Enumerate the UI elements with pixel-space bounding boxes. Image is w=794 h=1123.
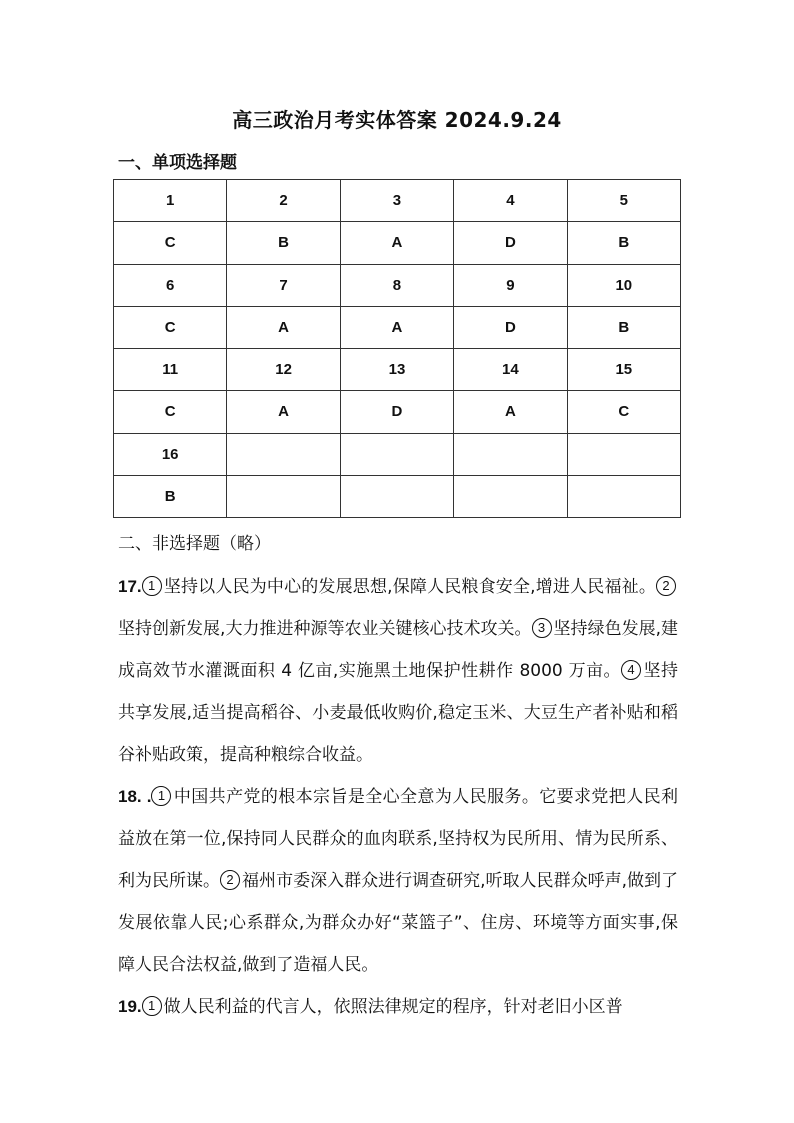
answer-key-cell: A — [340, 222, 453, 264]
answer-key-cell — [340, 475, 453, 517]
answer-key-row — [114, 475, 681, 517]
question-18-answer — [118, 776, 678, 986]
question-number-cell — [227, 433, 340, 475]
answer-point: 坚持以人民为中心的发展思想,保障人民粮食安全,增进人民福祉。 — [163, 577, 656, 597]
question-number-cell: 12 — [227, 349, 340, 391]
question-number-cell: 13 — [340, 349, 453, 391]
answer-key-cell: A — [227, 391, 340, 433]
answer-key-cell: B — [114, 475, 227, 517]
circled-number-marker: 2 — [220, 870, 240, 890]
answer-text-block — [118, 566, 678, 1028]
page-title: 高三政治月考实体答案 2024.9.24 — [232, 108, 562, 132]
question-number-cell: 10 — [567, 264, 680, 306]
answer-point: 坚持绿色发展,建成高效节水灌溉面积 4 亿亩,实施黑土地保护性耕作 8000 万亩。 — [118, 619, 678, 681]
section-heading-non-choice: 二、非选择题（略） — [118, 534, 271, 554]
circled-number-marker: 1 — [142, 996, 162, 1016]
question-number-cell: 8 — [340, 264, 453, 306]
answer-key-cell: C — [114, 222, 227, 264]
answer-key-row — [114, 222, 681, 264]
question-number-cell: 16 — [114, 433, 227, 475]
question-number-row — [114, 180, 681, 222]
answer-key-cell: D — [454, 222, 567, 264]
answer-key-cell: A — [340, 306, 453, 348]
question-number-row — [114, 433, 681, 475]
answer-key-cell: B — [227, 222, 340, 264]
question-number: 17. — [118, 577, 142, 596]
answer-key-cell — [227, 475, 340, 517]
question-number-cell: 9 — [454, 264, 567, 306]
answer-point: 中国共产党的根本宗旨是全心全意为人民服务。它要求党把人民利益放在第一位,保持同人民群众的血肉联系,坚持权为民所用、情为民所系、利为民所谋。 — [118, 787, 678, 891]
answer-point: 福州市委深入群众进行调查研究,听取人民群众呼声,做到了发展依靠人民;心系群众,为群众办好“菜篮子”、住房、环境等方面实事,保障人民合法权益,做到了造福人民。 — [118, 871, 679, 975]
question-number: 19. — [118, 997, 142, 1016]
answer-point: 坚持共享发展,适当提高稻谷、小麦最低收购价,稳定玉米、大豆生产者补贴和稻谷补贴政策，提高种粮综合收益。 — [118, 661, 678, 765]
answer-key-cell: B — [567, 222, 680, 264]
question-number-cell: 11 — [114, 349, 227, 391]
question-number: 18. . — [118, 787, 152, 806]
question-number-row — [114, 349, 681, 391]
answer-key-cell: C — [114, 391, 227, 433]
answer-point: 做人民利益的代言人，依照法律规定的程序，针对老旧小区普 — [163, 997, 623, 1017]
question-19-answer — [118, 986, 678, 1028]
answer-key-cell — [567, 475, 680, 517]
circled-number-marker: 4 — [621, 660, 641, 680]
answer-table — [113, 179, 681, 518]
section-heading-single-choice: 一、单项选择题 — [118, 153, 237, 173]
question-number-row — [114, 264, 681, 306]
question-number-cell: 4 — [454, 180, 567, 222]
question-number-cell: 14 — [454, 349, 567, 391]
circled-number-marker: 1 — [142, 576, 162, 596]
question-number-cell — [454, 433, 567, 475]
question-number-cell: 5 — [567, 180, 680, 222]
answer-point: 坚持创新发展,大力推进种源等农业关键核心技术攻关。 — [118, 619, 532, 639]
question-number-cell — [567, 433, 680, 475]
answer-key-cell: A — [227, 306, 340, 348]
question-number-cell: 7 — [227, 264, 340, 306]
circled-number-marker: 2 — [656, 576, 676, 596]
answer-key-cell: C — [567, 391, 680, 433]
answer-key-cell — [454, 475, 567, 517]
answer-key-cell: C — [114, 306, 227, 348]
answer-key-cell: B — [567, 306, 680, 348]
question-number-cell: 1 — [114, 180, 227, 222]
question-number-cell: 3 — [340, 180, 453, 222]
answer-key-cell: A — [454, 391, 567, 433]
answer-key-cell: D — [454, 306, 567, 348]
answer-key-cell: D — [340, 391, 453, 433]
circled-number-marker: 1 — [151, 786, 171, 806]
answer-key-row — [114, 391, 681, 433]
question-number-cell: 6 — [114, 264, 227, 306]
question-17-answer — [118, 566, 678, 776]
question-number-cell: 15 — [567, 349, 680, 391]
question-number-cell — [340, 433, 453, 475]
circled-number-marker: 3 — [532, 618, 552, 638]
question-number-cell: 2 — [227, 180, 340, 222]
answer-key-row — [114, 306, 681, 348]
